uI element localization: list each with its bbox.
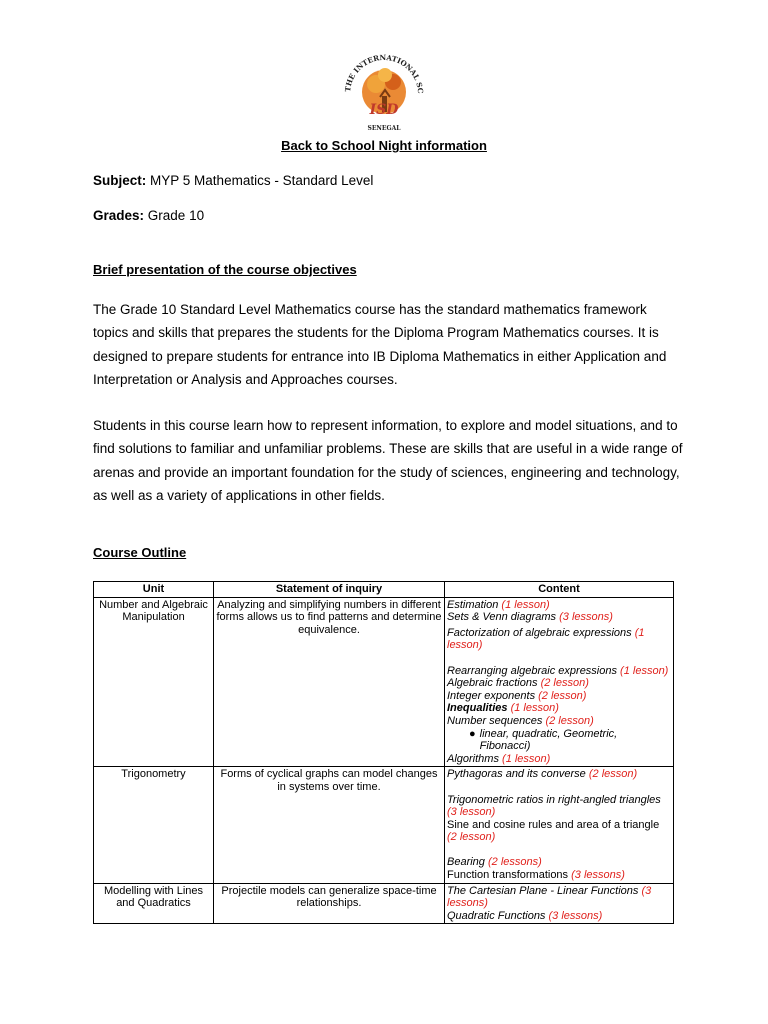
content-item: Integer exponents (2 lesson): [447, 689, 587, 702]
bullet-icon: ●: [469, 727, 476, 740]
content-cell: [445, 597, 674, 767]
unit-cell: Modelling with Lines and Quadratics: [94, 883, 214, 924]
course-outline-table: [93, 581, 674, 924]
objectives-paragraph-1: The Grade 10 Standard Level Mathematics course has the standard mathematics framework topics and skills that prepares the students for the Diploma Program Mathematics courses. It is designed to prepare students for entrance into IB Diploma Mathematics in either Application and Interpretation or Analysis and Approaches courses.: [93, 302, 667, 387]
unit-cell: Trigonometry: [94, 767, 214, 883]
content-item: Estimation (1 lesson): [447, 598, 550, 611]
objectives-heading: Brief presentation of the course objectives: [93, 262, 357, 277]
header-unit: Unit: [94, 582, 214, 598]
table-header-row: [94, 582, 674, 598]
content-item: Algorithms (1 lesson): [447, 752, 551, 765]
content-cell: [445, 883, 674, 924]
content-bullet: ● linear, quadratic, Geometric, Fibonacci): [469, 727, 618, 753]
content-item: Rearranging algebraic expressions (1 lesson): [447, 664, 669, 677]
objectives-paragraph-2: Students in this course learn how to represent information, to explore and model situations, and to find solutions to familiar and unfamiliar problems. These are skills that are useful in a wide range of arenas and provide an important foundation for the study of sciences, engineering and technology, as well as a variety of applications in other fields.: [93, 418, 683, 503]
logo-abbreviation: ISD: [369, 102, 399, 118]
logo-school-name: THE INTERNATIONAL SC: [343, 52, 426, 94]
content-item: Quadratic Functions (3 lessons): [447, 909, 603, 922]
subject-label: Subject:: [93, 173, 147, 188]
grades-value: Grade 10: [147, 208, 205, 223]
page-title: Back to School Night information: [281, 138, 487, 153]
content-item: Number sequences (2 lesson): [447, 714, 594, 727]
content-item: Inequalities (1 lesson): [447, 702, 559, 715]
subject-value: MYP 5 Mathematics - Standard Level: [150, 173, 374, 188]
content-item: Bearing (2 lessons): [447, 856, 542, 869]
grades-line: [93, 208, 204, 223]
content-item: Sets & Venn diagrams (3 lessons): [447, 611, 613, 624]
content-item: Function transformations (3 lessons): [447, 869, 625, 882]
logo-country: SENEGAL: [367, 125, 401, 132]
table-row: [94, 597, 674, 767]
inquiry-cell: Projectile models can generalize space-time relationships.: [214, 883, 445, 924]
header-content: Content: [445, 582, 674, 598]
content-item: Trigonometric ratios in right-angled triangles (3 lesson): [447, 793, 661, 819]
content-item: Algebraic fractions (2 lesson): [447, 677, 589, 690]
grades-label: Grades:: [93, 208, 145, 223]
course-outline-heading: Course Outline: [93, 545, 187, 560]
table-row: [94, 883, 674, 924]
content-item: The Cartesian Plane - Linear Functions (3 lessons): [447, 884, 652, 910]
unit-cell: Number and Algebraic Manipulation: [94, 597, 214, 767]
header-inquiry: Statement of inquiry: [214, 582, 445, 598]
content-item: Factorization of algebraic expressions (1 lesson): [447, 626, 645, 652]
content-cell: [445, 767, 674, 883]
inquiry-cell: Analyzing and simplifying numbers in different forms allows us to find patterns and determine equivalence.: [214, 597, 445, 767]
school-logo: [336, 42, 432, 138]
subject-line: [93, 173, 373, 188]
inquiry-cell: Forms of cyclical graphs can model changes in systems over time.: [214, 767, 445, 883]
content-item: Sine and cosine rules and area of a triangle (2 lesson): [447, 818, 660, 844]
table-row: [94, 767, 674, 883]
content-item: Pythagoras and its converse (2 lesson): [447, 768, 638, 781]
